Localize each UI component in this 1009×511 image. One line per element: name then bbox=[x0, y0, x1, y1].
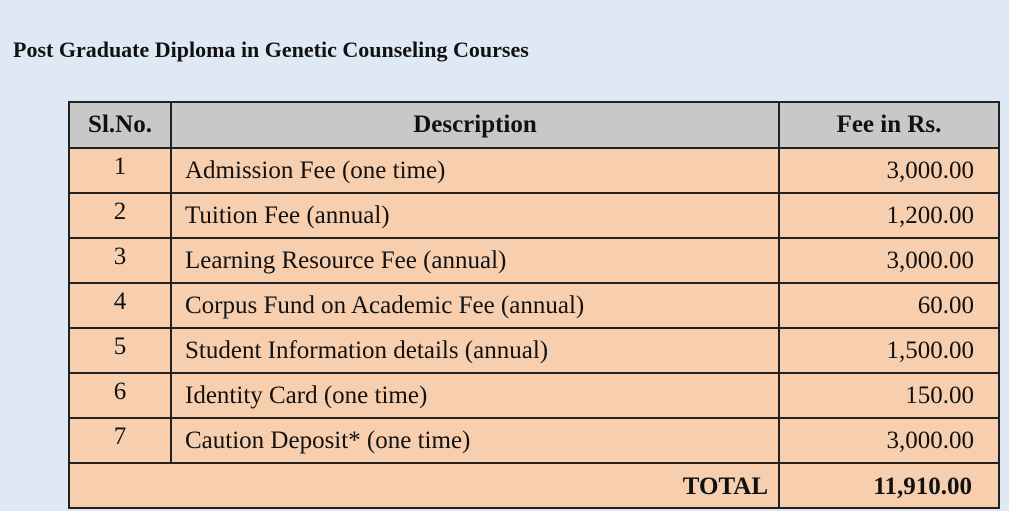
table-row bbox=[69, 193, 999, 238]
row-sl-no: 3 bbox=[69, 238, 171, 283]
fee-table bbox=[68, 101, 1000, 509]
row-description: Corpus Fund on Academic Fee (annual) bbox=[171, 283, 779, 328]
row-description: Admission Fee (one time) bbox=[171, 148, 779, 193]
table-header-row bbox=[69, 102, 999, 148]
row-sl-no: 2 bbox=[69, 193, 171, 238]
table-row bbox=[69, 418, 999, 463]
header-fee: Fee in Rs. bbox=[779, 102, 999, 148]
row-sl-no: 1 bbox=[69, 148, 171, 193]
row-description: Identity Card (one time) bbox=[171, 373, 779, 418]
table-row bbox=[69, 283, 999, 328]
row-description: Student Information details (annual) bbox=[171, 328, 779, 373]
row-fee: 3,000.00 bbox=[779, 238, 999, 283]
header-sl-no: Sl.No. bbox=[69, 102, 171, 148]
row-sl-no: 5 bbox=[69, 328, 171, 373]
row-fee: 150.00 bbox=[779, 373, 999, 418]
row-sl-no: 6 bbox=[69, 373, 171, 418]
table-row bbox=[69, 373, 999, 418]
page-title: Post Graduate Diploma in Genetic Counseling Courses bbox=[13, 37, 529, 62]
header-description: Description bbox=[171, 102, 779, 148]
row-fee: 3,000.00 bbox=[779, 148, 999, 193]
row-fee: 3,000.00 bbox=[779, 418, 999, 463]
total-label: TOTAL bbox=[69, 463, 779, 508]
row-fee: 1,500.00 bbox=[779, 328, 999, 373]
row-description: Caution Deposit* (one time) bbox=[171, 418, 779, 463]
row-sl-no: 7 bbox=[69, 418, 171, 463]
table-row bbox=[69, 328, 999, 373]
row-fee: 1,200.00 bbox=[779, 193, 999, 238]
row-description: Learning Resource Fee (annual) bbox=[171, 238, 779, 283]
table-row bbox=[69, 238, 999, 283]
row-description: Tuition Fee (annual) bbox=[171, 193, 779, 238]
row-fee: 60.00 bbox=[779, 283, 999, 328]
row-sl-no: 4 bbox=[69, 283, 171, 328]
total-value: 11,910.00 bbox=[779, 463, 999, 508]
total-row bbox=[69, 463, 999, 508]
table-row bbox=[69, 148, 999, 193]
